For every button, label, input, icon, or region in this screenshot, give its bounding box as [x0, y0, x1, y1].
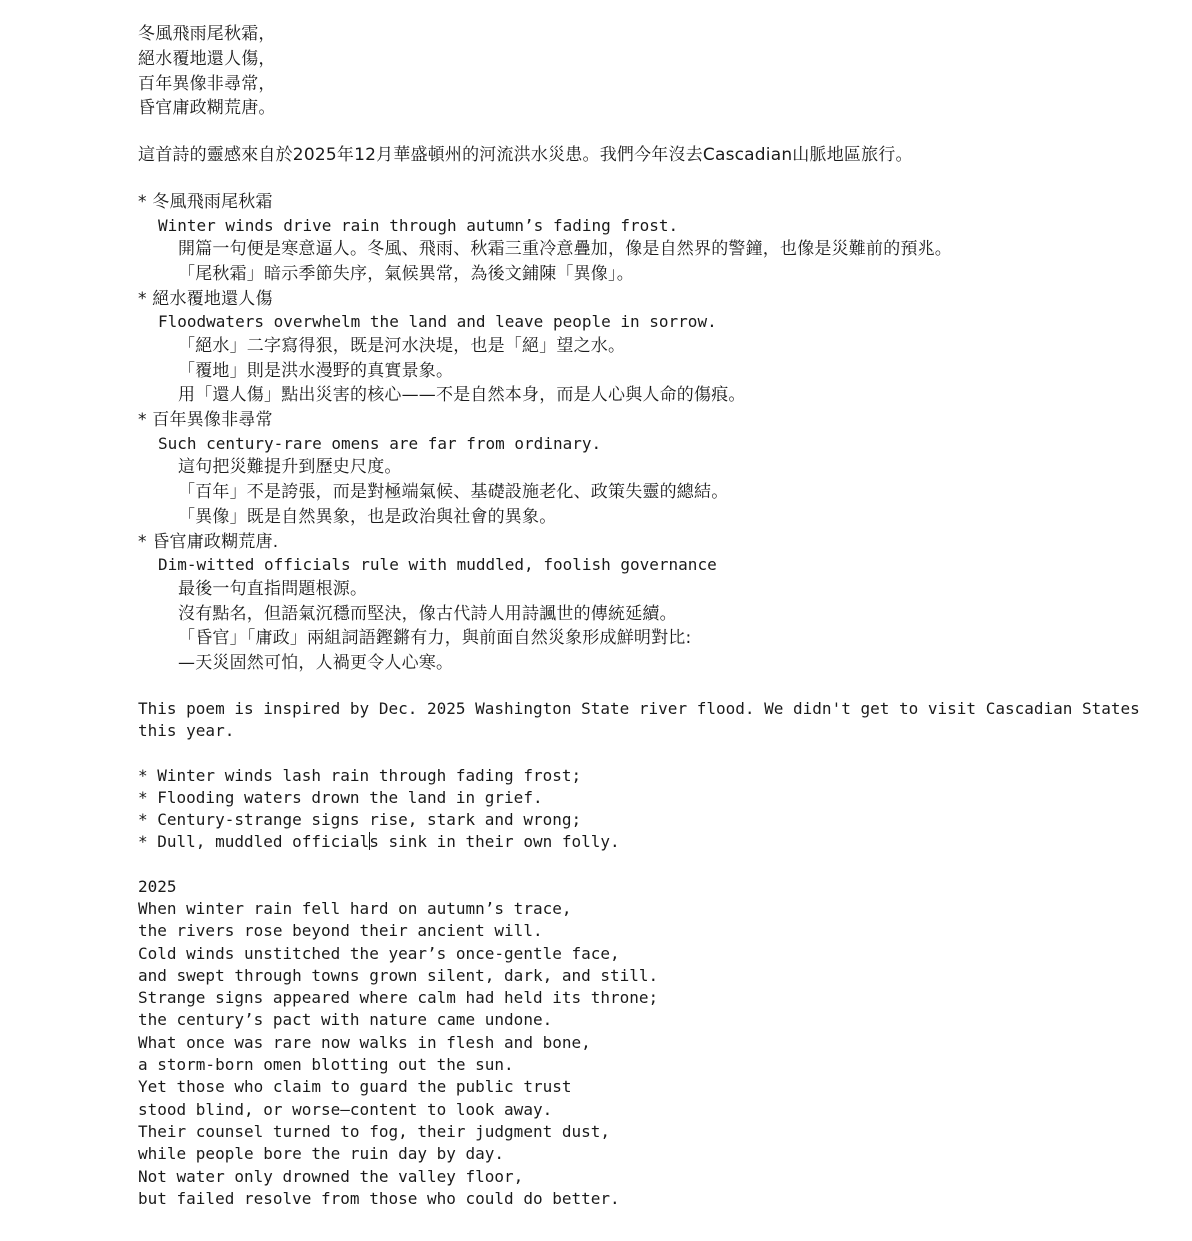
long-poem-line: while people bore the ruin day by day. [138, 1144, 505, 1164]
poem-line-2: 絕水覆地還人傷， [138, 48, 276, 69]
long-poem-line: Cold winds unstitched the year’s once-gentle face, [138, 943, 620, 963]
summary-line-4-start: * Dull, muddled official [138, 832, 370, 852]
long-poem-line: Strange signs appeared where calm had held its throne; [138, 988, 659, 1008]
poem-line-3: 百年異像非尋常， [138, 73, 276, 94]
note-head: * 冬風飛雨尾秋霜 [138, 191, 273, 212]
intro-en-line-1: This poem is inspired by Dec. 2025 Washington State river flood. We didn't get to visit Cascadian States [138, 698, 1140, 718]
summary-line-4 [138, 831, 1192, 853]
note-translation: Floodwaters overwhelm the land and leave people in sorrow. [158, 312, 717, 332]
blank-line [138, 121, 1192, 143]
note-comment: 「昏官」「庸政」兩組詞語鏗鏘有力，與前面自然災象形成鮮明對比: [178, 628, 692, 649]
note-comment: 「異像」既是自然異象，也是政治與社會的異象。 [178, 506, 557, 527]
poem-line-4: 昏官庸政糊荒唐。 [138, 98, 276, 119]
blank-line [138, 854, 1192, 876]
note-head: * 絕水覆地還人傷 [138, 288, 273, 309]
note-comment: 沒有點名，但語氣沉穩而堅決，像古代詩人用詩諷世的傳統延續。 [178, 603, 677, 624]
note-comment: 這句把災難提升到歷史尺度。 [178, 457, 402, 478]
long-poem-line: What once was rare now walks in flesh and bone, [138, 1032, 591, 1052]
poem-line-1: 冬風飛雨尾秋霜， [138, 24, 276, 44]
intro-zh: 這首詩的靈感來自於2025年12月華盛頓州的河流洪水災患。我們今年沒去Cascadian山脈地區旅行。 [138, 145, 913, 166]
summary-line-1: * Winter winds lash rain through fading frost; [138, 765, 582, 785]
long-poem-line: Not water only drowned the valley floor, [138, 1166, 524, 1186]
note-comment: 「覆地」則是洪水漫野的真實景象。 [178, 360, 454, 381]
note-comment: 「尾秋霜」暗示季節失序，氣候異常，為後文鋪陳「異像」。 [178, 263, 634, 284]
note-comment: 「絕水」二字寫得狠，既是河水決堤，也是「絕」望之水。 [178, 335, 626, 356]
note-comment: 「百年」不是誇張，而是對極端氣候、基礎設施老化、政策失靈的總結。 [178, 482, 729, 503]
left-gutter [0, 0, 131, 1241]
long-poem-line: and swept through towns grown silent, dark, and still. [138, 965, 659, 985]
long-poem-line: the rivers rose beyond their ancient will. [138, 921, 543, 941]
note-comment: 開篇一句便是寒意逼人。冬風、飛雨、秋霜三重冷意疊加，像是自然界的警鐘，也像是災難前的預兆。 [178, 239, 952, 260]
summary-line-4-end: s sink in their own folly. [369, 832, 620, 852]
long-poem-line: a storm-born omen blotting out the sun. [138, 1055, 514, 1075]
summary-line-2: * Flooding waters drown the land in grief. [138, 787, 543, 807]
blank-line [138, 743, 1192, 765]
note-comment: 最後一句直指問題根源。 [178, 578, 368, 599]
note-comment: 用「還人傷」點出災害的核心——不是自然本身，而是人心與人命的傷痕。 [178, 385, 746, 406]
intro-en-line-2: this year. [138, 721, 235, 741]
note-head: * 百年異像非尋常 [138, 410, 273, 431]
note-head: * 昏官庸政糊荒唐. [138, 531, 279, 552]
summary-line-3: * Century-strange signs rise, stark and wrong; [138, 810, 582, 830]
blank-line [138, 676, 1192, 698]
long-poem-line: stood blind, or worse—content to look away. [138, 1099, 553, 1119]
editor-content[interactable] [138, 22, 1192, 1210]
long-poem-line: but failed resolve from those who could do better. [138, 1188, 620, 1208]
note-translation: Winter winds drive rain through autumn’s fading frost. [158, 215, 679, 235]
long-poem-line: the century’s pact with nature came undone. [138, 1010, 553, 1030]
text-editor[interactable] [130, 0, 1192, 1241]
long-poem-year: 2025 [138, 876, 177, 896]
blank-line [138, 168, 1192, 190]
note-translation: Dim-witted officials rule with muddled, foolish governance [158, 555, 717, 575]
long-poem-line: Yet those who claim to guard the public trust [138, 1077, 572, 1097]
long-poem-line: When winter rain fell hard on autumn’s trace, [138, 899, 572, 918]
note-comment: —天災固然可怕，人禍更令人心寒。 [178, 653, 454, 674]
note-translation: Such century-rare omens are far from ordinary. [158, 433, 602, 453]
long-poem-line: Their counsel turned to fog, their judgment dust, [138, 1121, 611, 1141]
